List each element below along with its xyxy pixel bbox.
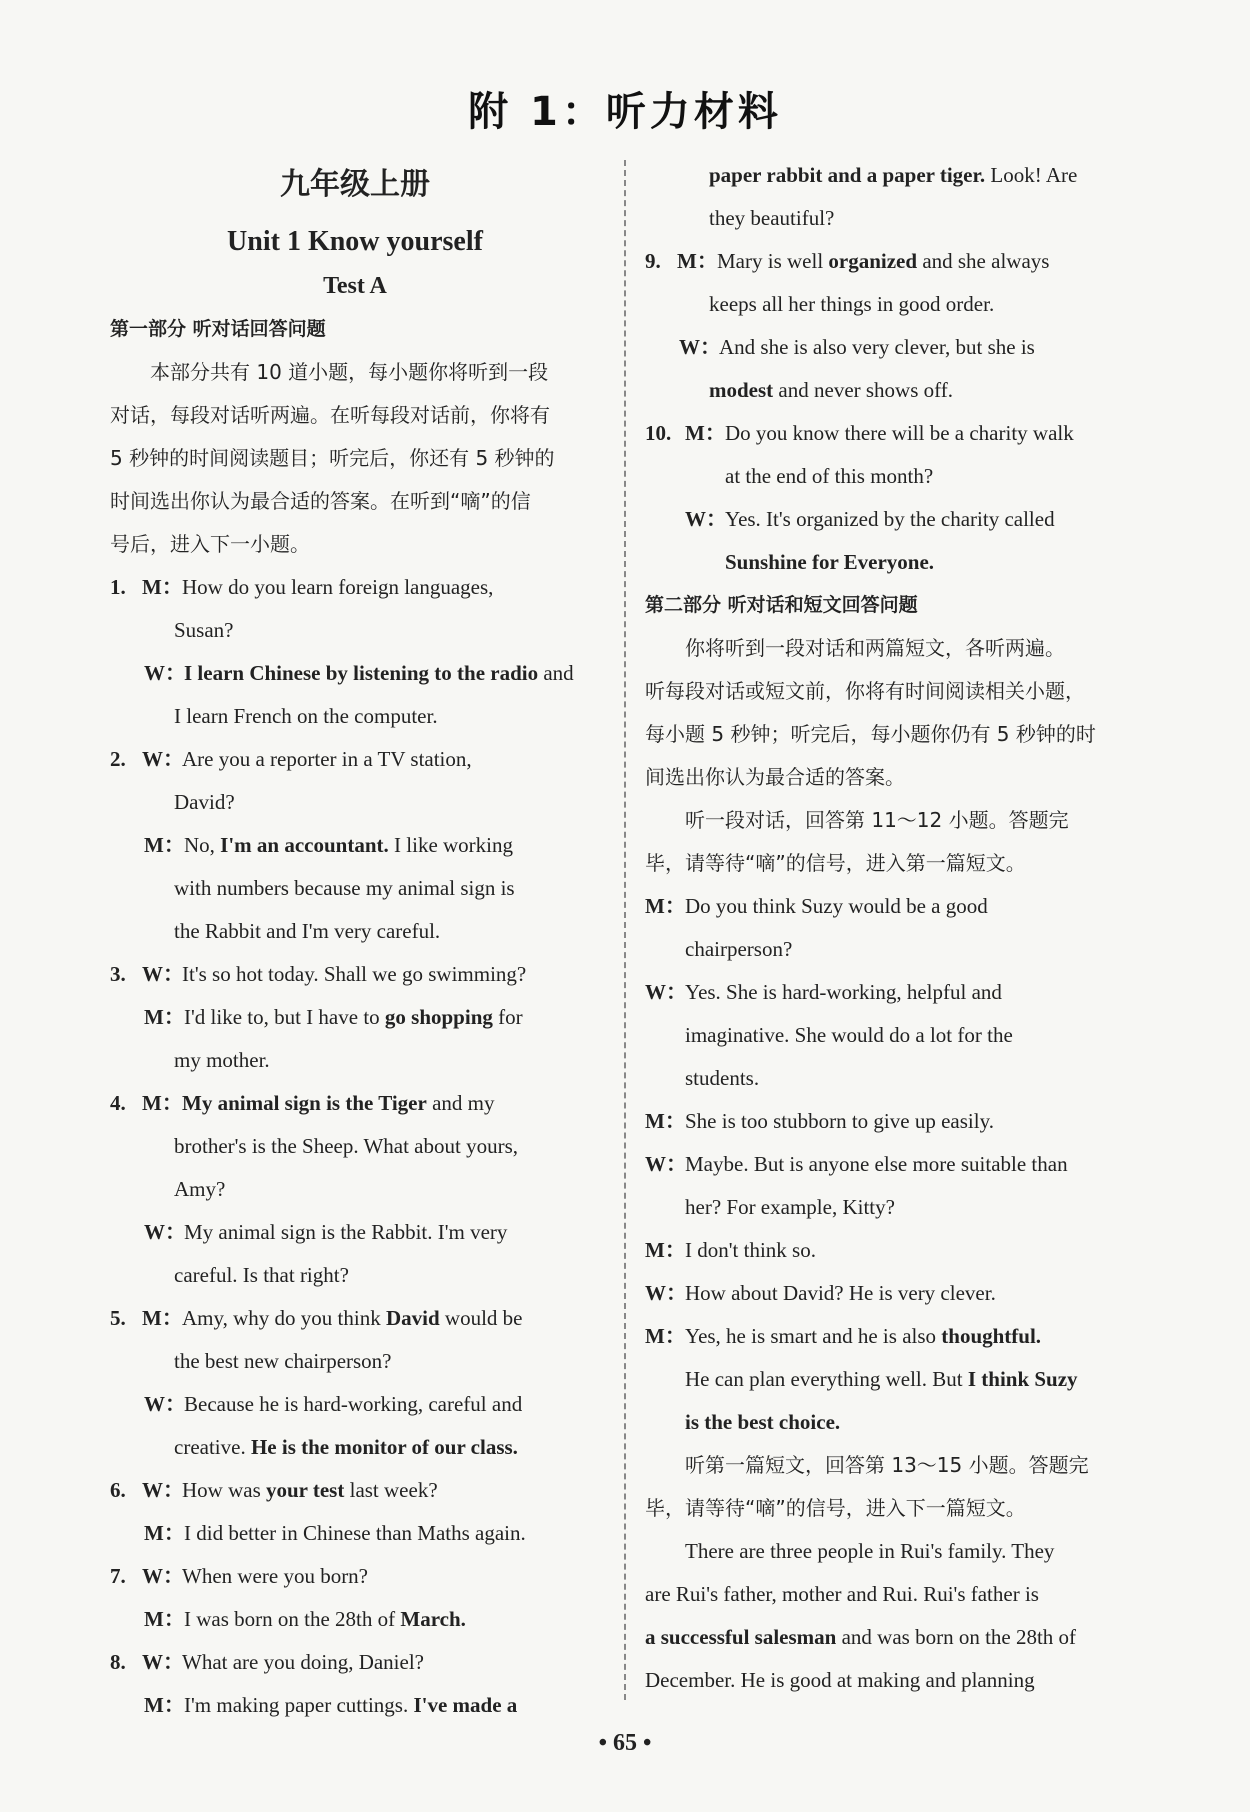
left-column	[110, 160, 600, 1727]
dialog-line: M：I was born on the 28th of March.	[144, 1607, 466, 1631]
dialog-line: W：I learn Chinese by listening to the radio and	[144, 661, 574, 685]
dialog-line: M：I don't think so.	[645, 1238, 816, 1262]
dialog-line: W：My animal sign is the Rabbit. I'm very	[144, 1220, 508, 1244]
dialog-line: M：Yes, he is smart and he is also thoughtful.	[645, 1324, 1042, 1348]
dialog-line: M：She is too stubborn to give up easily.	[645, 1109, 994, 1133]
dialog-line: modest and never shows off.	[709, 378, 953, 402]
dialog-line: careful. Is that right?	[174, 1263, 349, 1287]
dialog-line: at the end of this month?	[725, 464, 934, 488]
page-number: • 65 •	[598, 1730, 652, 1756]
dialog-line: paper rabbit and a paper tiger. Look! Are	[709, 163, 1078, 187]
page-title: 附 1：听力材料	[468, 89, 782, 135]
question-4: 4. M：My animal sign is the Tiger and my	[110, 1091, 495, 1115]
dialog-line: keeps all her things in good order.	[709, 292, 995, 316]
intro-line: 你将听到一段对话和两篇短文，各听两遍。	[685, 636, 1065, 660]
intro-line: 听每段对话或短文前，你将有时间阅读相关小题，	[645, 679, 1085, 703]
dialog-line: W：And she is also very clever, but she is	[679, 335, 1035, 359]
dialog-line: W：Yes. She is hard-working, helpful and	[645, 980, 1002, 1004]
intro-line: 本部分共有 10 道小题，每小题你将听到一段	[150, 360, 549, 384]
intro-line: 5 秒钟的时间阅读题目；听完后，你还有 5 秒钟的	[110, 446, 555, 470]
unit-title: Unit 1 Know yourself	[227, 226, 483, 257]
dialog-line: W：How about David? He is very clever.	[645, 1281, 996, 1305]
dialog-line: imaginative. She would do a lot for the	[685, 1023, 1013, 1047]
dialog-line: chairperson?	[685, 937, 793, 961]
question-10: 10. M：Do you know there will be a charity walk	[645, 421, 1074, 445]
dialog-line: M：No, I'm an accountant. I like working	[144, 833, 514, 857]
book-title: 九年级上册	[280, 167, 430, 202]
question-8: 8. W：What are you doing, Daniel?	[110, 1650, 424, 1674]
passage-line: There are three people in Rui's family. They	[685, 1539, 1055, 1563]
dialog-line: M：I did better in Chinese than Maths again.	[144, 1521, 526, 1545]
dialog-line: W：Maybe. But is anyone else more suitable than	[645, 1152, 1068, 1176]
dialog-line: brother's is the Sheep. What about yours,	[174, 1134, 518, 1158]
dialog-line: M：Do you think Suzy would be a good	[645, 894, 988, 918]
question-5: 5. M：Amy, why do you think David would be	[110, 1306, 523, 1330]
intro-line: 听第一篇短文，回答第 13～15 小题。答题完	[685, 1453, 1089, 1477]
intro-line: 毕，请等待“嘀”的信号，进入下一篇短文。	[645, 1496, 1026, 1520]
passage-line: December. He is good at making and planning	[645, 1668, 1035, 1692]
question-9: 9. M：Mary is well organized and she always	[645, 249, 1050, 273]
intro-line: 对话，每段对话听两遍。在听每段对话前，你将有	[110, 403, 550, 427]
intro-line: 每小题 5 秒钟；听完后，每小题你仍有 5 秒钟的时	[645, 722, 1096, 746]
section-heading: 第二部分 听对话和短文回答问题	[645, 594, 918, 616]
question-6: 6. W：How was your test last week?	[110, 1478, 438, 1502]
dialog-line: they beautiful?	[709, 206, 835, 230]
dialog-line: with numbers because my animal sign is	[174, 876, 515, 900]
intro-line: 听一段对话，回答第 11～12 小题。答题完	[685, 808, 1069, 832]
dialog-line: W：Because he is hard-working, careful and	[144, 1392, 523, 1416]
intro-line: 号后，进入下一小题。	[110, 532, 310, 556]
intro-line: 间选出你认为最合适的答案。	[645, 765, 905, 789]
dialog-line: creative. He is the monitor of our class.	[174, 1435, 518, 1459]
dialog-line: students.	[685, 1066, 760, 1090]
passage-line: are Rui's father, mother and Rui. Rui's father is	[645, 1582, 1039, 1606]
dialog-line: the Rabbit and I'm very careful.	[174, 919, 441, 943]
dialog-line: M：I'd like to, but I have to go shopping for	[144, 1005, 523, 1029]
dialog-line: He can plan everything well. But I think Suzy	[685, 1367, 1078, 1391]
dialog-line: my mother.	[174, 1048, 270, 1072]
intro-line: 时间选出你认为最合适的答案。在听到“嘀”的信	[110, 489, 531, 513]
section-heading: 第一部分 听对话回答问题	[110, 318, 326, 340]
dialog-line: Sunshine for Everyone.	[725, 550, 935, 574]
dialog-line: Susan?	[174, 618, 234, 642]
right-column	[645, 154, 1135, 1702]
question-3: 3. W：It's so hot today. Shall we go swimming?	[110, 962, 527, 986]
passage-line: a successful salesman and was born on the 28th of	[645, 1625, 1077, 1649]
dialog-line: Amy?	[174, 1177, 226, 1201]
dialog-line: I learn French on the computer.	[174, 704, 438, 728]
test-title: Test A	[323, 273, 387, 299]
dialog-line: is the best choice.	[685, 1410, 841, 1434]
column-divider	[624, 160, 626, 1700]
dialog-line: W：Yes. It's organized by the charity called	[685, 507, 1055, 531]
question-2: 2. W：Are you a reporter in a TV station,	[110, 747, 472, 771]
dialog-line: David?	[174, 790, 235, 814]
question-7: 7. W：When were you born?	[110, 1564, 369, 1588]
intro-line: 毕，请等待“嘀”的信号，进入第一篇短文。	[645, 851, 1026, 875]
dialog-line: her? For example, Kitty?	[685, 1195, 895, 1219]
question-1: 1. M：How do you learn foreign languages,	[110, 575, 494, 599]
dialog-line: the best new chairperson?	[174, 1349, 392, 1373]
dialog-line: M：I'm making paper cuttings. I've made a	[144, 1693, 518, 1717]
